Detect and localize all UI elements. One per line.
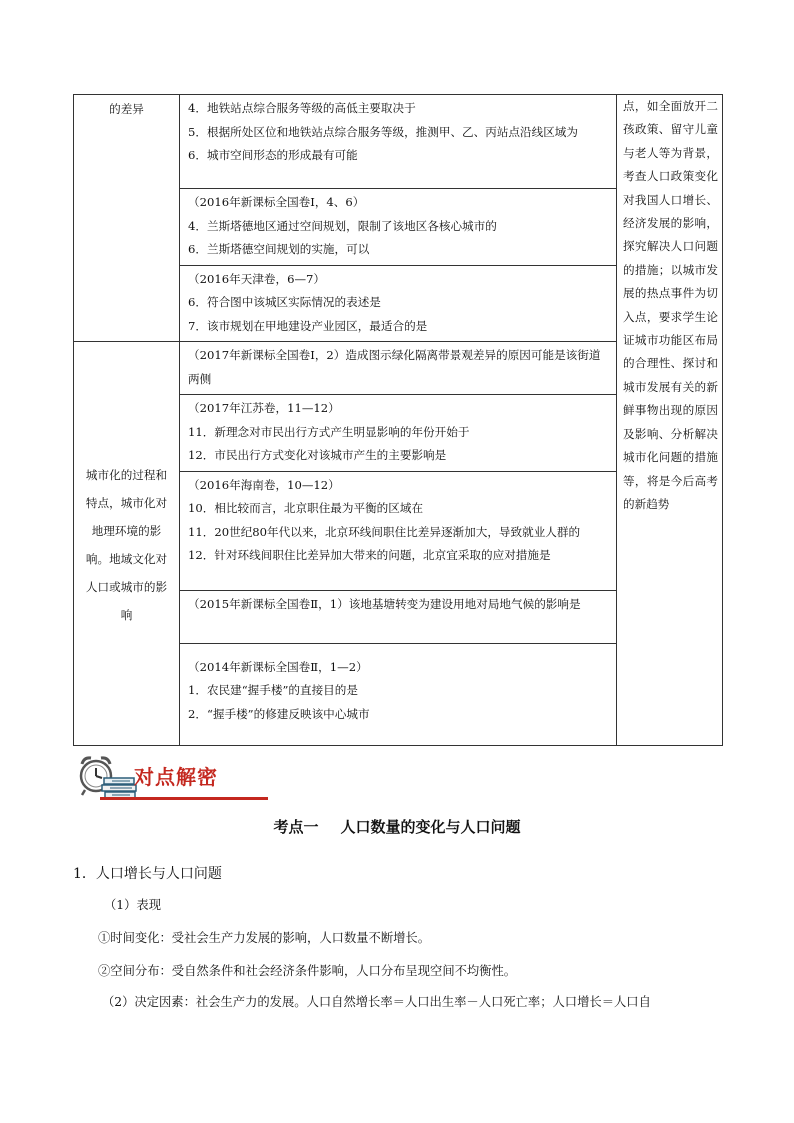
question-line: （2016年海南卷，10—12） (188, 477, 340, 492)
question-group (180, 95, 617, 189)
paragraph: ②空间分布：受自然条件和社会经济条件影响，人口分布呈现空间不均衡性。 (98, 964, 517, 978)
question-line: 4．地铁站点综合服务等级的高低主要取决于 (188, 101, 416, 115)
note-cell (617, 95, 723, 746)
heading-label: 考点一 (273, 818, 319, 836)
question-group (180, 643, 617, 745)
question-line: 1．农民建“握手楼”的直接目的是 (188, 683, 358, 697)
question-line: （2016年天津卷，6—7） (188, 271, 326, 286)
question-line: （2017年新课标全国卷Ⅰ，2）造成图示绿化隔离带景观差异的原因可能是该街道两侧 (188, 348, 601, 386)
question-line: 11．新理念对市民出行方式产生明显影响的年份开始于 (188, 424, 470, 439)
question-line: 6．城市空间形态的形成最有可能 (188, 148, 358, 162)
exam-analysis-table (73, 94, 723, 746)
question-line: 12．针对环线间职住比差异加大带来的问题，北京宜采取的应对措施是 (188, 548, 551, 562)
table-row (74, 95, 723, 189)
question-line: 4．兰斯塔德地区通过空间规划，限制了该地区各核心城市的 (188, 218, 497, 233)
question-group (180, 189, 617, 266)
question-group (180, 471, 617, 590)
question-line: （2014年新课标全国卷Ⅱ，1—2） (188, 659, 368, 674)
question-group (180, 342, 617, 395)
question-line: 5．根据所处区位和地铁站点综合服务等级，推测甲、乙、丙站点沿线区域为 (188, 124, 578, 139)
question-group (180, 395, 617, 472)
question-line: 10．相比较而言，北京职住最为平衡的区域在 (188, 501, 424, 515)
section-banner-title: 对点解密 (134, 765, 218, 789)
question-line: （2017年江苏卷，11—12） (188, 401, 340, 415)
note-text: 点，如全面放开二孩政策、留守儿童与老人等为背景，考查人口政策变化对我国人口增长、经济发展的影响，探究解决人口问题的措施；以城市发展的热点事件为切入点，要求学生论证城市功能区布局的合理性、探讨和城市发展有关的新鲜事物出现的原因及影响、分析解决城市化问题的措施等，将是今后高考的新趋势 (623, 99, 718, 511)
question-group (180, 590, 617, 643)
banner-underline (100, 797, 268, 800)
question-line: 6．兰斯塔德空间规划的实施，可以 (188, 242, 370, 256)
question-line: 6．符合图中该城区实际情况的表述是 (188, 295, 381, 309)
question-line: （2015年新课标全国卷Ⅱ，1）该地基塘转变为建设用地对局地气候的影响是 (188, 596, 581, 611)
paragraph: （1）表现 (104, 898, 162, 912)
question-line: 12．市民出行方式变化对该城市产生的主要影响是 (188, 448, 447, 462)
heading-title: 人口数量的变化与人口问题 (340, 818, 521, 836)
topic-cell: 城市化的过程和特点，城市化对地理环境的影响。地域文化对人口或城市的影响 (74, 342, 180, 746)
question-line: （2016年新课标全国卷Ⅰ，4、6） (188, 195, 365, 209)
subheading: 1．人口增长与人口问题 (73, 866, 222, 882)
topic-cell: 的差异 (74, 95, 180, 342)
question-line: 11．20世纪80年代以来，北京环线间职住比差异逐渐加大，导致就业人群的 (188, 524, 581, 539)
section-heading (0, 816, 794, 837)
paragraph: ①时间变化：受社会生产力发展的影响，人口数量不断增长。 (98, 931, 431, 945)
paragraph: （2）决定因素：社会生产力的发展。人口自然增长率＝人口出生率－人口死亡率；人口增长＝人口自 (102, 995, 651, 1009)
question-group (180, 265, 617, 342)
question-line: 7．该市规划在甲地建设产业园区，最适合的是 (188, 318, 428, 333)
books-icon (102, 778, 136, 798)
question-line: 2．“握手楼”的修建反映该中心城市 (188, 706, 370, 721)
